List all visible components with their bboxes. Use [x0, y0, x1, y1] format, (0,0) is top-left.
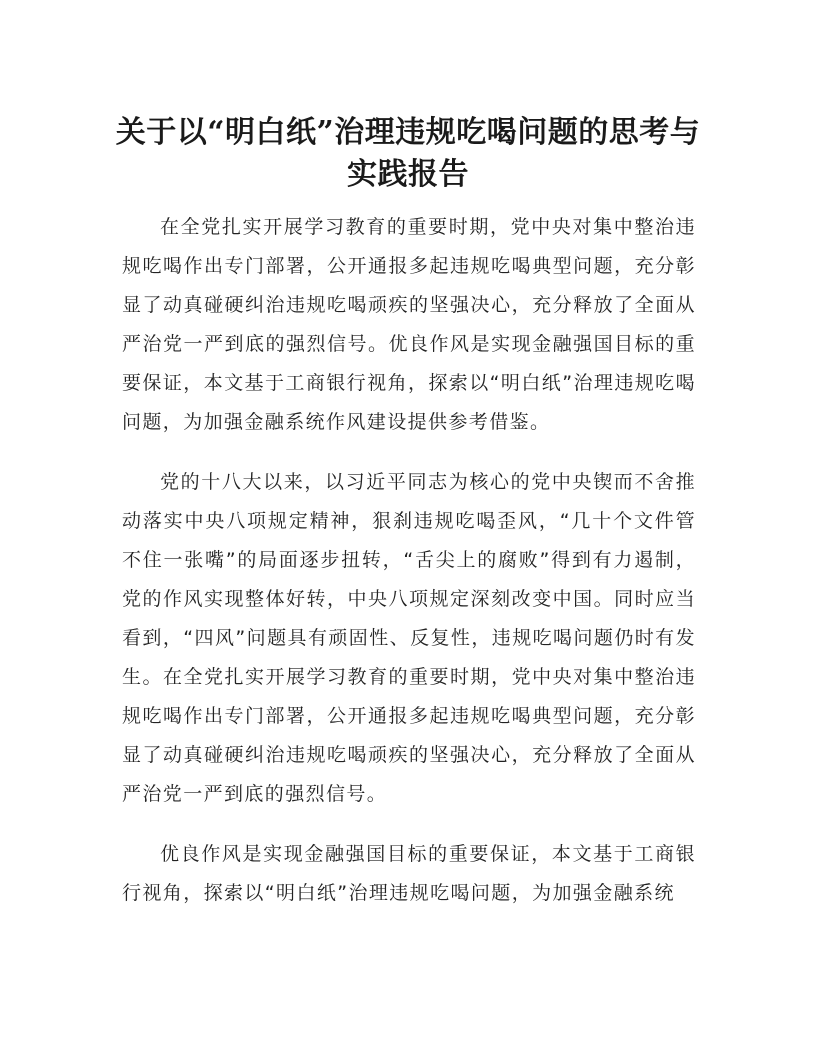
paragraph-intro: 在全党扎实开展学习教育的重要时期，党中央对集中整治违规吃喝作出专门部署，公开通报多起违规吃喝典型问题，充分彰显了动真碰硬纠治违规吃喝顽疾的坚强决心，充分释放了全面从严治党一严到底的强烈信号。优良作风是实现金融强国目标的重要保证，本文基于工商银行视角，探索以“明白纸”治理违规吃喝问题，为加强金融系统作风建设提供参考借鉴。 [122, 216, 696, 433]
document-title: 关于以“明白纸”治理违规吃喝问题的思考与实践报告 [115, 115, 701, 192]
paragraph-background: 党的十八大以来，以习近平同志为核心的党中央锲而不舍推动落实中央八项规定精神，狠刹违规吃喝歪风，“几十个文件管不住一张嘴”的局面逐步扭转，“舌尖上的腐败”得到有力遏制，党的作风实现整体好转，中央八项规定深刻改变中国。同时应当看到，“四风”问题具有顽固性、反复性，违规吃喝问题仍时有发生。在全党扎实开展学习教育的重要时期，党中央对集中整治违规吃喝作出专门部署，公开通报多起违规吃喝典型问题，充分彰显了动真碰硬纠治违规吃喝顽疾的坚强决心，充分释放了全面从严治党一严到底的强烈信号。 [122, 471, 696, 805]
document-body [122, 208, 696, 934]
paragraph-purpose: 优良作风是实现金融强国目标的重要保证，本文基于工商银行视角，探索以“明白纸”治理违规吃喝问题，为加强金融系统 [122, 843, 696, 904]
